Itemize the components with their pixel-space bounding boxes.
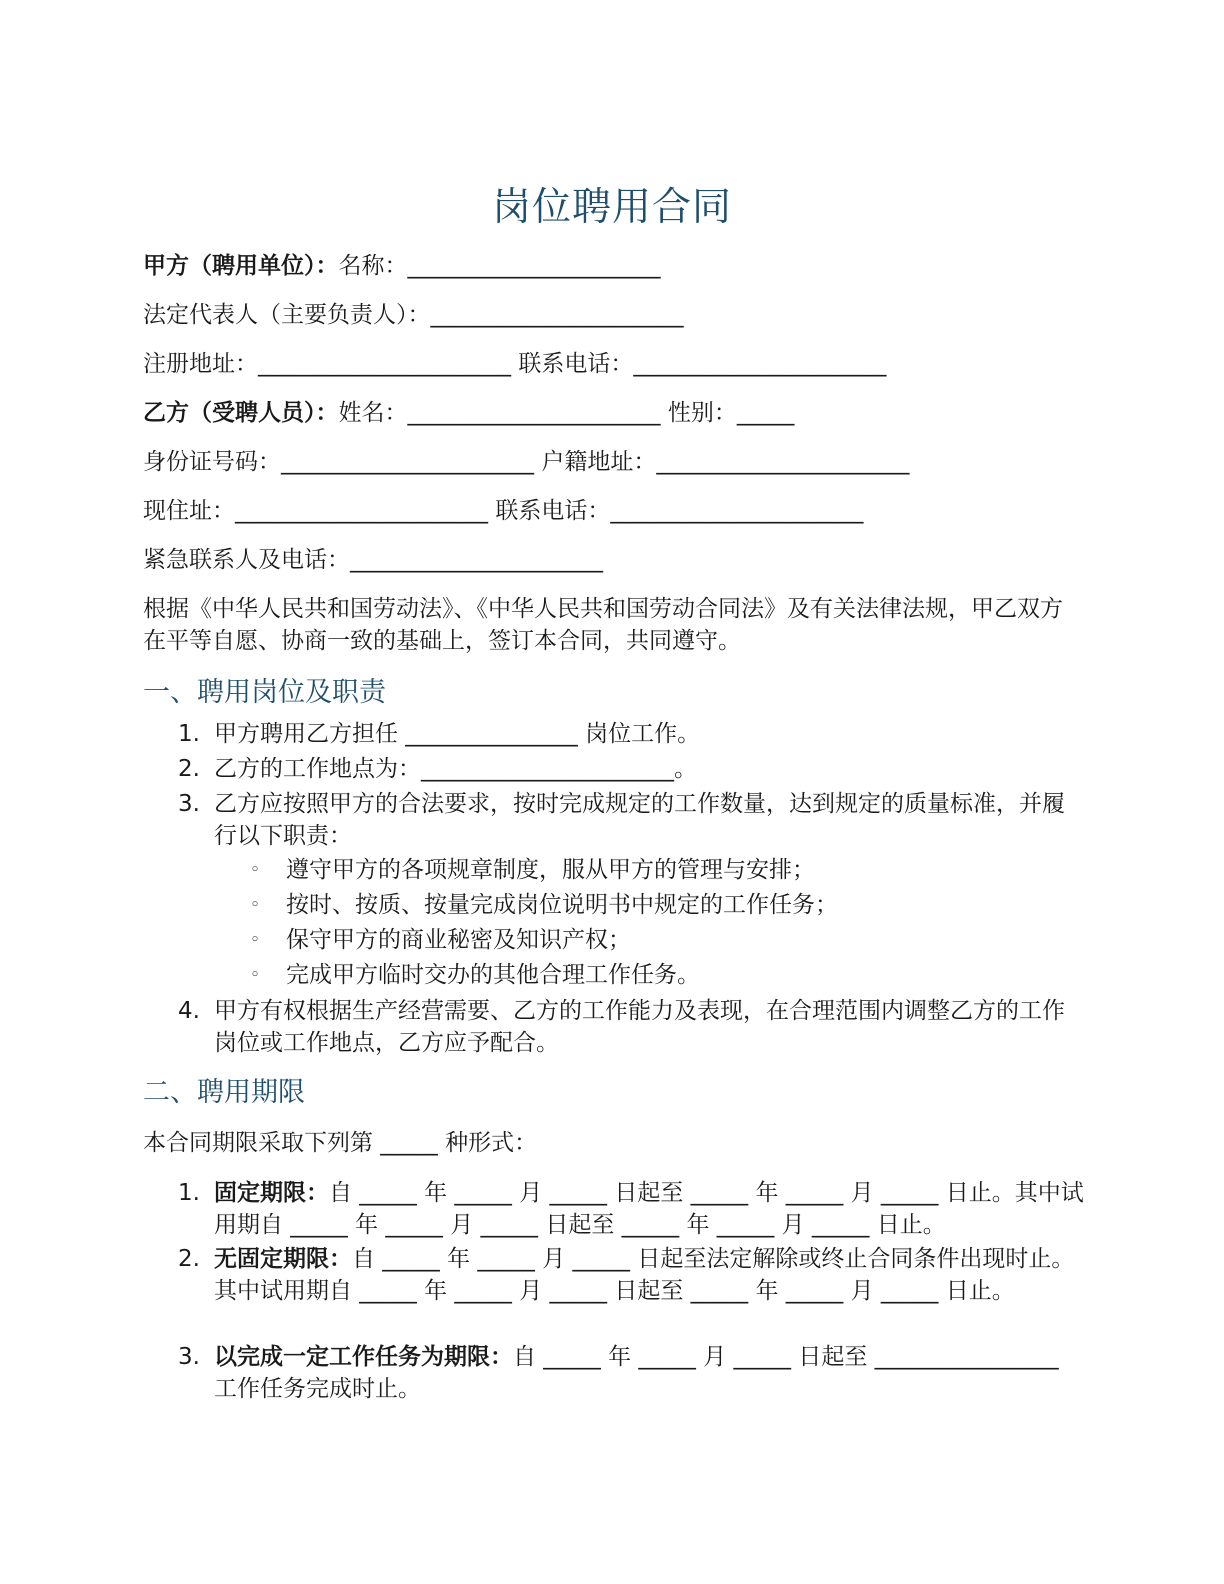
party-a-address-line (143, 348, 886, 380)
household-field: 户籍地址：______________________ (541, 449, 910, 475)
party-a-phone-field: 联系电话：______________________ (518, 351, 887, 377)
bullet-icon: ◦ (250, 930, 261, 950)
list-number: 1. (178, 721, 200, 747)
party-b-id-line (143, 446, 909, 478)
list-item (214, 1341, 1084, 1405)
bullet-icon: ◦ (250, 860, 261, 880)
reg-address-field: 注册地址：______________________ (143, 351, 519, 377)
party-b-gender-field: 性别：_____ (667, 400, 795, 426)
list-number: 2. (178, 756, 200, 782)
party-b-name-field: 姓名：______________________ (338, 400, 668, 426)
party-a-label: 甲方（聘用单位）： (143, 253, 339, 279)
party-a-name-field: 名称：______________________ (338, 253, 661, 279)
bullet-icon: ◦ (250, 965, 261, 985)
party-b-address-line (143, 495, 863, 527)
term-text: 自 _____ 年 _____ 月 _____ 日起至法定解除或终止合同条件出现时止。其中试用期自 _____ 年 _____ 月 _____ 日起至 _____ 年 _____ 月 _____ 日止。 (214, 1246, 1075, 1304)
term-type-label: 无固定期限： (214, 1246, 352, 1272)
current-address-field: 现住址：______________________ (143, 498, 496, 524)
legal-rep-line: 法定代表人（主要负责人）：______________________ (143, 302, 684, 328)
list-item: 乙方的工作地点为：______________________。 (214, 756, 697, 782)
duty-item: 保守甲方的商业秘密及知识产权； (286, 927, 631, 953)
list-item: 甲方有权根据生产经营需要、乙方的工作能力及表现，在合理范围内调整乙方的工作岗位或工作地点，乙方应予配合。 (214, 998, 1065, 1056)
party-b-phone-field: 联系电话：______________________ (495, 498, 864, 524)
term-type-label: 以完成一定工作任务为期限： (214, 1344, 513, 1370)
list-item (214, 1177, 1084, 1241)
duty-item: 按时、按质、按量完成岗位说明书中规定的工作任务； (286, 892, 838, 918)
list-item: 乙方应按照甲方的合法要求，按时完成规定的工作数量，达到规定的质量标准，并履行以下职责： (214, 791, 1065, 849)
intro-paragraph: 根据《中华人民共和国劳动法》、《中华人民共和国劳动合同法》及有关法律法规，甲乙双方在平等自愿、协商一致的基础上，签订本合同，共同遵守。 (143, 596, 1063, 654)
emergency-contact-line: 紧急联系人及电话：______________________ (143, 547, 603, 573)
duty-item: 遵守甲方的各项规章制度，服从甲方的管理与安排； (286, 857, 815, 883)
term-type-label: 固定期限： (214, 1180, 329, 1206)
party-b-label: 乙方（受聘人员）： (143, 400, 339, 426)
list-item: 甲方聘用乙方担任 _______________ 岗位工作。 (214, 721, 701, 747)
term-text: 自 _____ 年 _____ 月 _____ 日起至 ________________ 工作任务完成时止。 (214, 1344, 1059, 1402)
list-number: 3. (178, 1344, 200, 1370)
section1-heading: 一、聘用岗位及职责 (143, 677, 386, 708)
bullet-icon: ◦ (250, 895, 261, 915)
list-item (214, 1243, 1084, 1307)
term-intro: 本合同期限采取下列第 _____ 种形式： (143, 1130, 538, 1156)
list-number: 2. (178, 1246, 200, 1272)
list-number: 1. (178, 1180, 200, 1206)
section2-heading: 二、聘用期限 (143, 1077, 305, 1108)
party-b-name-line (143, 397, 794, 429)
term-text: 自 _____ 年 _____ 月 _____ 日起至 _____ 年 _____ 月 _____ 日止。其中试用期自 _____ 年 _____ 月 _____ 日起至 _____ 年 _____ 月 _____ 日止。 (214, 1180, 1084, 1238)
party-a-name-line (143, 250, 661, 282)
list-number: 3. (178, 791, 200, 817)
list-number: 4. (178, 998, 200, 1024)
page-title: 岗位聘用合同 (491, 185, 732, 230)
duty-item: 完成甲方临时交办的其他合理工作任务。 (286, 962, 700, 988)
id-number-field: 身份证号码：______________________ (143, 449, 542, 475)
